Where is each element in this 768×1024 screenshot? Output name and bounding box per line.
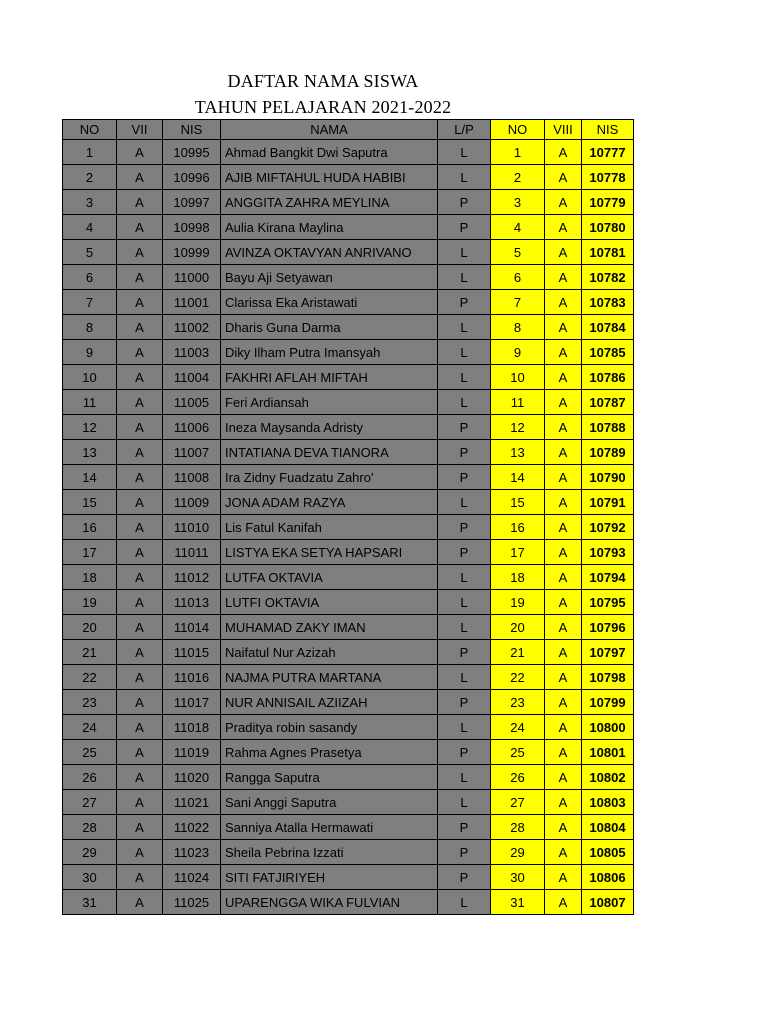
cell-nama: NAJMA PUTRA MARTANA — [221, 665, 438, 690]
cell-no: 13 — [63, 440, 117, 465]
cell-nis-viii: 10800 — [582, 715, 634, 740]
cell-vii: A — [117, 640, 163, 665]
cell-viii: A — [545, 140, 582, 165]
cell-lp: L — [438, 340, 491, 365]
cell-nama: UPARENGGA WIKA FULVIAN — [221, 890, 438, 915]
cell-viii: A — [545, 865, 582, 890]
cell-nis: 11024 — [163, 865, 221, 890]
cell-viii: A — [545, 465, 582, 490]
cell-nis-viii: 10782 — [582, 265, 634, 290]
cell-no-viii: 13 — [491, 440, 545, 465]
table-row — [63, 290, 634, 315]
cell-nama: Aulia Kirana Maylina — [221, 215, 438, 240]
cell-nis: 10998 — [163, 215, 221, 240]
table-row — [63, 590, 634, 615]
cell-nis-viii: 10793 — [582, 540, 634, 565]
document-subtitle: TAHUN PELAJARAN 2021-2022 — [194, 97, 452, 117]
cell-nis: 11018 — [163, 715, 221, 740]
cell-nama: Ira Zidny Fuadzatu Zahro' — [221, 465, 438, 490]
header-nis: NIS — [163, 120, 221, 140]
cell-viii: A — [545, 840, 582, 865]
cell-no: 2 — [63, 165, 117, 190]
cell-vii: A — [117, 865, 163, 890]
cell-nis-viii: 10805 — [582, 840, 634, 865]
cell-viii: A — [545, 315, 582, 340]
cell-vii: A — [117, 715, 163, 740]
cell-nama: MUHAMAD ZAKY IMAN — [221, 615, 438, 640]
cell-vii: A — [117, 690, 163, 715]
cell-viii: A — [545, 565, 582, 590]
cell-lp: P — [438, 440, 491, 465]
table-row — [63, 815, 634, 840]
cell-nama: Sanniya Atalla Hermawati — [221, 815, 438, 840]
cell-nis-viii: 10802 — [582, 765, 634, 790]
cell-viii: A — [545, 365, 582, 390]
cell-nis: 11009 — [163, 490, 221, 515]
cell-vii: A — [117, 215, 163, 240]
cell-nis-viii: 10799 — [582, 690, 634, 715]
document-title: DAFTAR NAMA SISWA — [227, 71, 419, 91]
cell-lp: P — [438, 865, 491, 890]
cell-nis-viii: 10781 — [582, 240, 634, 265]
cell-vii: A — [117, 390, 163, 415]
cell-viii: A — [545, 815, 582, 840]
cell-nis-viii: 10783 — [582, 290, 634, 315]
cell-viii: A — [545, 340, 582, 365]
cell-nis: 11003 — [163, 340, 221, 365]
cell-nama: SITI FATJIRIYEH — [221, 865, 438, 890]
cell-no-viii: 12 — [491, 415, 545, 440]
cell-nis: 11006 — [163, 415, 221, 440]
cell-no-viii: 9 — [491, 340, 545, 365]
cell-viii: A — [545, 390, 582, 415]
cell-no-viii: 1 — [491, 140, 545, 165]
cell-viii: A — [545, 290, 582, 315]
table-row — [63, 490, 634, 515]
cell-nis-viii: 10786 — [582, 365, 634, 390]
table-row — [63, 365, 634, 390]
cell-no: 12 — [63, 415, 117, 440]
cell-lp: P — [438, 815, 491, 840]
table-row — [63, 890, 634, 915]
cell-nis-viii: 10804 — [582, 815, 634, 840]
cell-no-viii: 23 — [491, 690, 545, 715]
cell-viii: A — [545, 440, 582, 465]
cell-no-viii: 27 — [491, 790, 545, 815]
cell-vii: A — [117, 815, 163, 840]
cell-lp: L — [438, 890, 491, 915]
cell-nis-viii: 10798 — [582, 665, 634, 690]
cell-nis: 11005 — [163, 390, 221, 415]
cell-lp: P — [438, 465, 491, 490]
cell-nis: 11002 — [163, 315, 221, 340]
cell-no: 28 — [63, 815, 117, 840]
cell-no: 5 — [63, 240, 117, 265]
cell-nama: LUTFA OKTAVIA — [221, 565, 438, 590]
cell-nis-viii: 10806 — [582, 865, 634, 890]
cell-vii: A — [117, 590, 163, 615]
cell-vii: A — [117, 565, 163, 590]
cell-lp: L — [438, 665, 491, 690]
cell-nama: Sheila Pebrina Izzati — [221, 840, 438, 865]
cell-lp: L — [438, 265, 491, 290]
cell-no-viii: 20 — [491, 615, 545, 640]
cell-no: 26 — [63, 765, 117, 790]
cell-nis: 11019 — [163, 740, 221, 765]
cell-no: 9 — [63, 340, 117, 365]
cell-nis: 10997 — [163, 190, 221, 215]
cell-lp: L — [438, 140, 491, 165]
cell-viii: A — [545, 890, 582, 915]
cell-lp: L — [438, 615, 491, 640]
cell-viii: A — [545, 540, 582, 565]
table-row — [63, 790, 634, 815]
cell-nama: FAKHRI AFLAH MIFTAH — [221, 365, 438, 390]
cell-nis-viii: 10787 — [582, 390, 634, 415]
cell-nis-viii: 10794 — [582, 565, 634, 590]
student-table — [62, 119, 634, 915]
cell-no: 7 — [63, 290, 117, 315]
table-row — [63, 465, 634, 490]
cell-no-viii: 15 — [491, 490, 545, 515]
cell-lp: L — [438, 165, 491, 190]
cell-no-viii: 28 — [491, 815, 545, 840]
cell-nama: LISTYA EKA SETYA HAPSARI — [221, 540, 438, 565]
cell-vii: A — [117, 190, 163, 215]
table-row — [63, 165, 634, 190]
table-row — [63, 190, 634, 215]
cell-viii: A — [545, 640, 582, 665]
cell-no: 16 — [63, 515, 117, 540]
cell-no-viii: 26 — [491, 765, 545, 790]
cell-lp: P — [438, 740, 491, 765]
cell-vii: A — [117, 315, 163, 340]
cell-lp: P — [438, 840, 491, 865]
cell-nama: NUR ANNISAIL AZIIZAH — [221, 690, 438, 715]
table-row — [63, 265, 634, 290]
table-row — [63, 615, 634, 640]
cell-nis-viii: 10792 — [582, 515, 634, 540]
header-vii: VII — [117, 120, 163, 140]
cell-nama: Sani Anggi Saputra — [221, 790, 438, 815]
cell-no: 30 — [63, 865, 117, 890]
cell-lp: L — [438, 765, 491, 790]
cell-nama: Diky Ilham Putra Imansyah — [221, 340, 438, 365]
header-viii: VIII — [545, 120, 582, 140]
cell-lp: L — [438, 565, 491, 590]
cell-lp: L — [438, 790, 491, 815]
cell-nis: 10996 — [163, 165, 221, 190]
cell-lp: L — [438, 390, 491, 415]
cell-viii: A — [545, 265, 582, 290]
cell-nis: 11010 — [163, 515, 221, 540]
cell-viii: A — [545, 490, 582, 515]
cell-vii: A — [117, 890, 163, 915]
cell-no-viii: 3 — [491, 190, 545, 215]
cell-no: 11 — [63, 390, 117, 415]
cell-nis-viii: 10807 — [582, 890, 634, 915]
cell-nama: Ahmad Bangkit Dwi Saputra — [221, 140, 438, 165]
cell-viii: A — [545, 165, 582, 190]
cell-no-viii: 14 — [491, 465, 545, 490]
cell-nama: AJIB MIFTAHUL HUDA HABIBI — [221, 165, 438, 190]
cell-nama: JONA ADAM RAZYA — [221, 490, 438, 515]
table-row — [63, 390, 634, 415]
cell-nama: Rahma Agnes Prasetya — [221, 740, 438, 765]
cell-vii: A — [117, 615, 163, 640]
cell-lp: P — [438, 290, 491, 315]
cell-no-viii: 24 — [491, 715, 545, 740]
cell-viii: A — [545, 765, 582, 790]
cell-no-viii: 29 — [491, 840, 545, 865]
cell-no-viii: 18 — [491, 565, 545, 590]
cell-no-viii: 17 — [491, 540, 545, 565]
cell-no-viii: 4 — [491, 215, 545, 240]
cell-no: 19 — [63, 590, 117, 615]
cell-vii: A — [117, 265, 163, 290]
cell-nama: AVINZA OKTAVYAN ANRIVANO — [221, 240, 438, 265]
cell-nama: Lis Fatul Kanifah — [221, 515, 438, 540]
cell-no: 18 — [63, 565, 117, 590]
cell-vii: A — [117, 165, 163, 190]
cell-nis: 11022 — [163, 815, 221, 840]
cell-no: 21 — [63, 640, 117, 665]
cell-no: 29 — [63, 840, 117, 865]
cell-vii: A — [117, 765, 163, 790]
cell-viii: A — [545, 615, 582, 640]
cell-lp: P — [438, 690, 491, 715]
cell-nis: 11021 — [163, 790, 221, 815]
cell-lp: P — [438, 515, 491, 540]
cell-no-viii: 11 — [491, 390, 545, 415]
cell-no: 22 — [63, 665, 117, 690]
cell-no-viii: 25 — [491, 740, 545, 765]
cell-nis-viii: 10791 — [582, 490, 634, 515]
table-row — [63, 140, 634, 165]
cell-vii: A — [117, 340, 163, 365]
cell-vii: A — [117, 665, 163, 690]
cell-no: 15 — [63, 490, 117, 515]
cell-lp: L — [438, 365, 491, 390]
cell-no-viii: 21 — [491, 640, 545, 665]
cell-nama: LUTFI OKTAVIA — [221, 590, 438, 615]
cell-nama: ANGGITA ZAHRA MEYLINA — [221, 190, 438, 215]
header-lp: L/P — [438, 120, 491, 140]
cell-nis: 11013 — [163, 590, 221, 615]
cell-vii: A — [117, 840, 163, 865]
cell-vii: A — [117, 740, 163, 765]
cell-nis: 11012 — [163, 565, 221, 590]
cell-no-viii: 16 — [491, 515, 545, 540]
cell-nama: INTATIANA DEVA TIANORA — [221, 440, 438, 465]
cell-nis-viii: 10803 — [582, 790, 634, 815]
cell-nis: 10995 — [163, 140, 221, 165]
table-body — [63, 140, 634, 915]
cell-lp: P — [438, 540, 491, 565]
cell-nis: 11007 — [163, 440, 221, 465]
cell-no-viii: 19 — [491, 590, 545, 615]
cell-no: 25 — [63, 740, 117, 765]
table-row — [63, 715, 634, 740]
cell-nama: Clarissa Eka Aristawati — [221, 290, 438, 315]
cell-viii: A — [545, 215, 582, 240]
cell-no: 6 — [63, 265, 117, 290]
cell-lp: L — [438, 240, 491, 265]
table-row — [63, 765, 634, 790]
table-row — [63, 340, 634, 365]
cell-nis-viii: 10780 — [582, 215, 634, 240]
cell-nis: 11004 — [163, 365, 221, 390]
table-row — [63, 665, 634, 690]
header-row — [63, 120, 634, 140]
cell-nis: 10999 — [163, 240, 221, 265]
cell-nis: 11015 — [163, 640, 221, 665]
header-no-viii: NO — [491, 120, 545, 140]
cell-no: 27 — [63, 790, 117, 815]
cell-nama: Ineza Maysanda Adristy — [221, 415, 438, 440]
cell-nis: 11017 — [163, 690, 221, 715]
cell-nama: Rangga Saputra — [221, 765, 438, 790]
cell-no-viii: 7 — [491, 290, 545, 315]
cell-no: 23 — [63, 690, 117, 715]
cell-viii: A — [545, 190, 582, 215]
cell-viii: A — [545, 690, 582, 715]
cell-viii: A — [545, 240, 582, 265]
table-row — [63, 740, 634, 765]
cell-no-viii: 10 — [491, 365, 545, 390]
cell-nis: 11020 — [163, 765, 221, 790]
cell-nama: Naifatul Nur Azizah — [221, 640, 438, 665]
cell-no: 14 — [63, 465, 117, 490]
cell-no-viii: 6 — [491, 265, 545, 290]
cell-nis-viii: 10784 — [582, 315, 634, 340]
table-row — [63, 215, 634, 240]
cell-vii: A — [117, 540, 163, 565]
cell-viii: A — [545, 590, 582, 615]
cell-no-viii: 5 — [491, 240, 545, 265]
cell-nis: 11008 — [163, 465, 221, 490]
cell-no-viii: 8 — [491, 315, 545, 340]
cell-vii: A — [117, 790, 163, 815]
cell-no: 8 — [63, 315, 117, 340]
cell-vii: A — [117, 365, 163, 390]
cell-nis-viii: 10788 — [582, 415, 634, 440]
cell-vii: A — [117, 490, 163, 515]
cell-no-viii: 2 — [491, 165, 545, 190]
cell-nis-viii: 10801 — [582, 740, 634, 765]
cell-vii: A — [117, 240, 163, 265]
table-row — [63, 690, 634, 715]
cell-lp: P — [438, 415, 491, 440]
cell-nis-viii: 10779 — [582, 190, 634, 215]
table-row — [63, 515, 634, 540]
cell-lp: P — [438, 640, 491, 665]
cell-no: 31 — [63, 890, 117, 915]
cell-viii: A — [545, 415, 582, 440]
cell-lp: P — [438, 190, 491, 215]
table-row — [63, 315, 634, 340]
cell-nis: 11001 — [163, 290, 221, 315]
cell-viii: A — [545, 665, 582, 690]
cell-nis: 11016 — [163, 665, 221, 690]
cell-nama: Dharis Guna Darma — [221, 315, 438, 340]
header-nama: NAMA — [221, 120, 438, 140]
table-row — [63, 565, 634, 590]
cell-nama: Feri Ardiansah — [221, 390, 438, 415]
cell-nis-viii: 10797 — [582, 640, 634, 665]
cell-viii: A — [545, 790, 582, 815]
table-row — [63, 865, 634, 890]
cell-lp: P — [438, 215, 491, 240]
cell-nis-viii: 10790 — [582, 465, 634, 490]
cell-nis: 11023 — [163, 840, 221, 865]
cell-no: 1 — [63, 140, 117, 165]
cell-nis-viii: 10785 — [582, 340, 634, 365]
cell-nis-viii: 10777 — [582, 140, 634, 165]
cell-viii: A — [545, 740, 582, 765]
cell-nis: 11025 — [163, 890, 221, 915]
cell-no-viii: 30 — [491, 865, 545, 890]
cell-vii: A — [117, 290, 163, 315]
table-row — [63, 540, 634, 565]
cell-vii: A — [117, 465, 163, 490]
cell-lp: L — [438, 715, 491, 740]
cell-no: 4 — [63, 215, 117, 240]
cell-no: 20 — [63, 615, 117, 640]
cell-vii: A — [117, 140, 163, 165]
cell-lp: L — [438, 590, 491, 615]
cell-vii: A — [117, 440, 163, 465]
cell-nis-viii: 10778 — [582, 165, 634, 190]
cell-no: 17 — [63, 540, 117, 565]
cell-viii: A — [545, 515, 582, 540]
cell-no: 24 — [63, 715, 117, 740]
cell-nis-viii: 10789 — [582, 440, 634, 465]
table-row — [63, 640, 634, 665]
cell-vii: A — [117, 515, 163, 540]
cell-viii: A — [545, 715, 582, 740]
cell-no-viii: 31 — [491, 890, 545, 915]
cell-no: 10 — [63, 365, 117, 390]
table-row — [63, 240, 634, 265]
table-row — [63, 440, 634, 465]
cell-nis-viii: 10796 — [582, 615, 634, 640]
cell-vii: A — [117, 415, 163, 440]
table-row — [63, 840, 634, 865]
cell-nama: Praditya robin sasandy — [221, 715, 438, 740]
cell-lp: L — [438, 490, 491, 515]
cell-nama: Bayu Aji Setyawan — [221, 265, 438, 290]
cell-lp: L — [438, 315, 491, 340]
cell-no-viii: 22 — [491, 665, 545, 690]
header-nis-viii: NIS — [582, 120, 634, 140]
cell-nis-viii: 10795 — [582, 590, 634, 615]
cell-nis: 11011 — [163, 540, 221, 565]
header-no: NO — [63, 120, 117, 140]
cell-nis: 11014 — [163, 615, 221, 640]
cell-no: 3 — [63, 190, 117, 215]
table-row — [63, 415, 634, 440]
cell-nis: 11000 — [163, 265, 221, 290]
